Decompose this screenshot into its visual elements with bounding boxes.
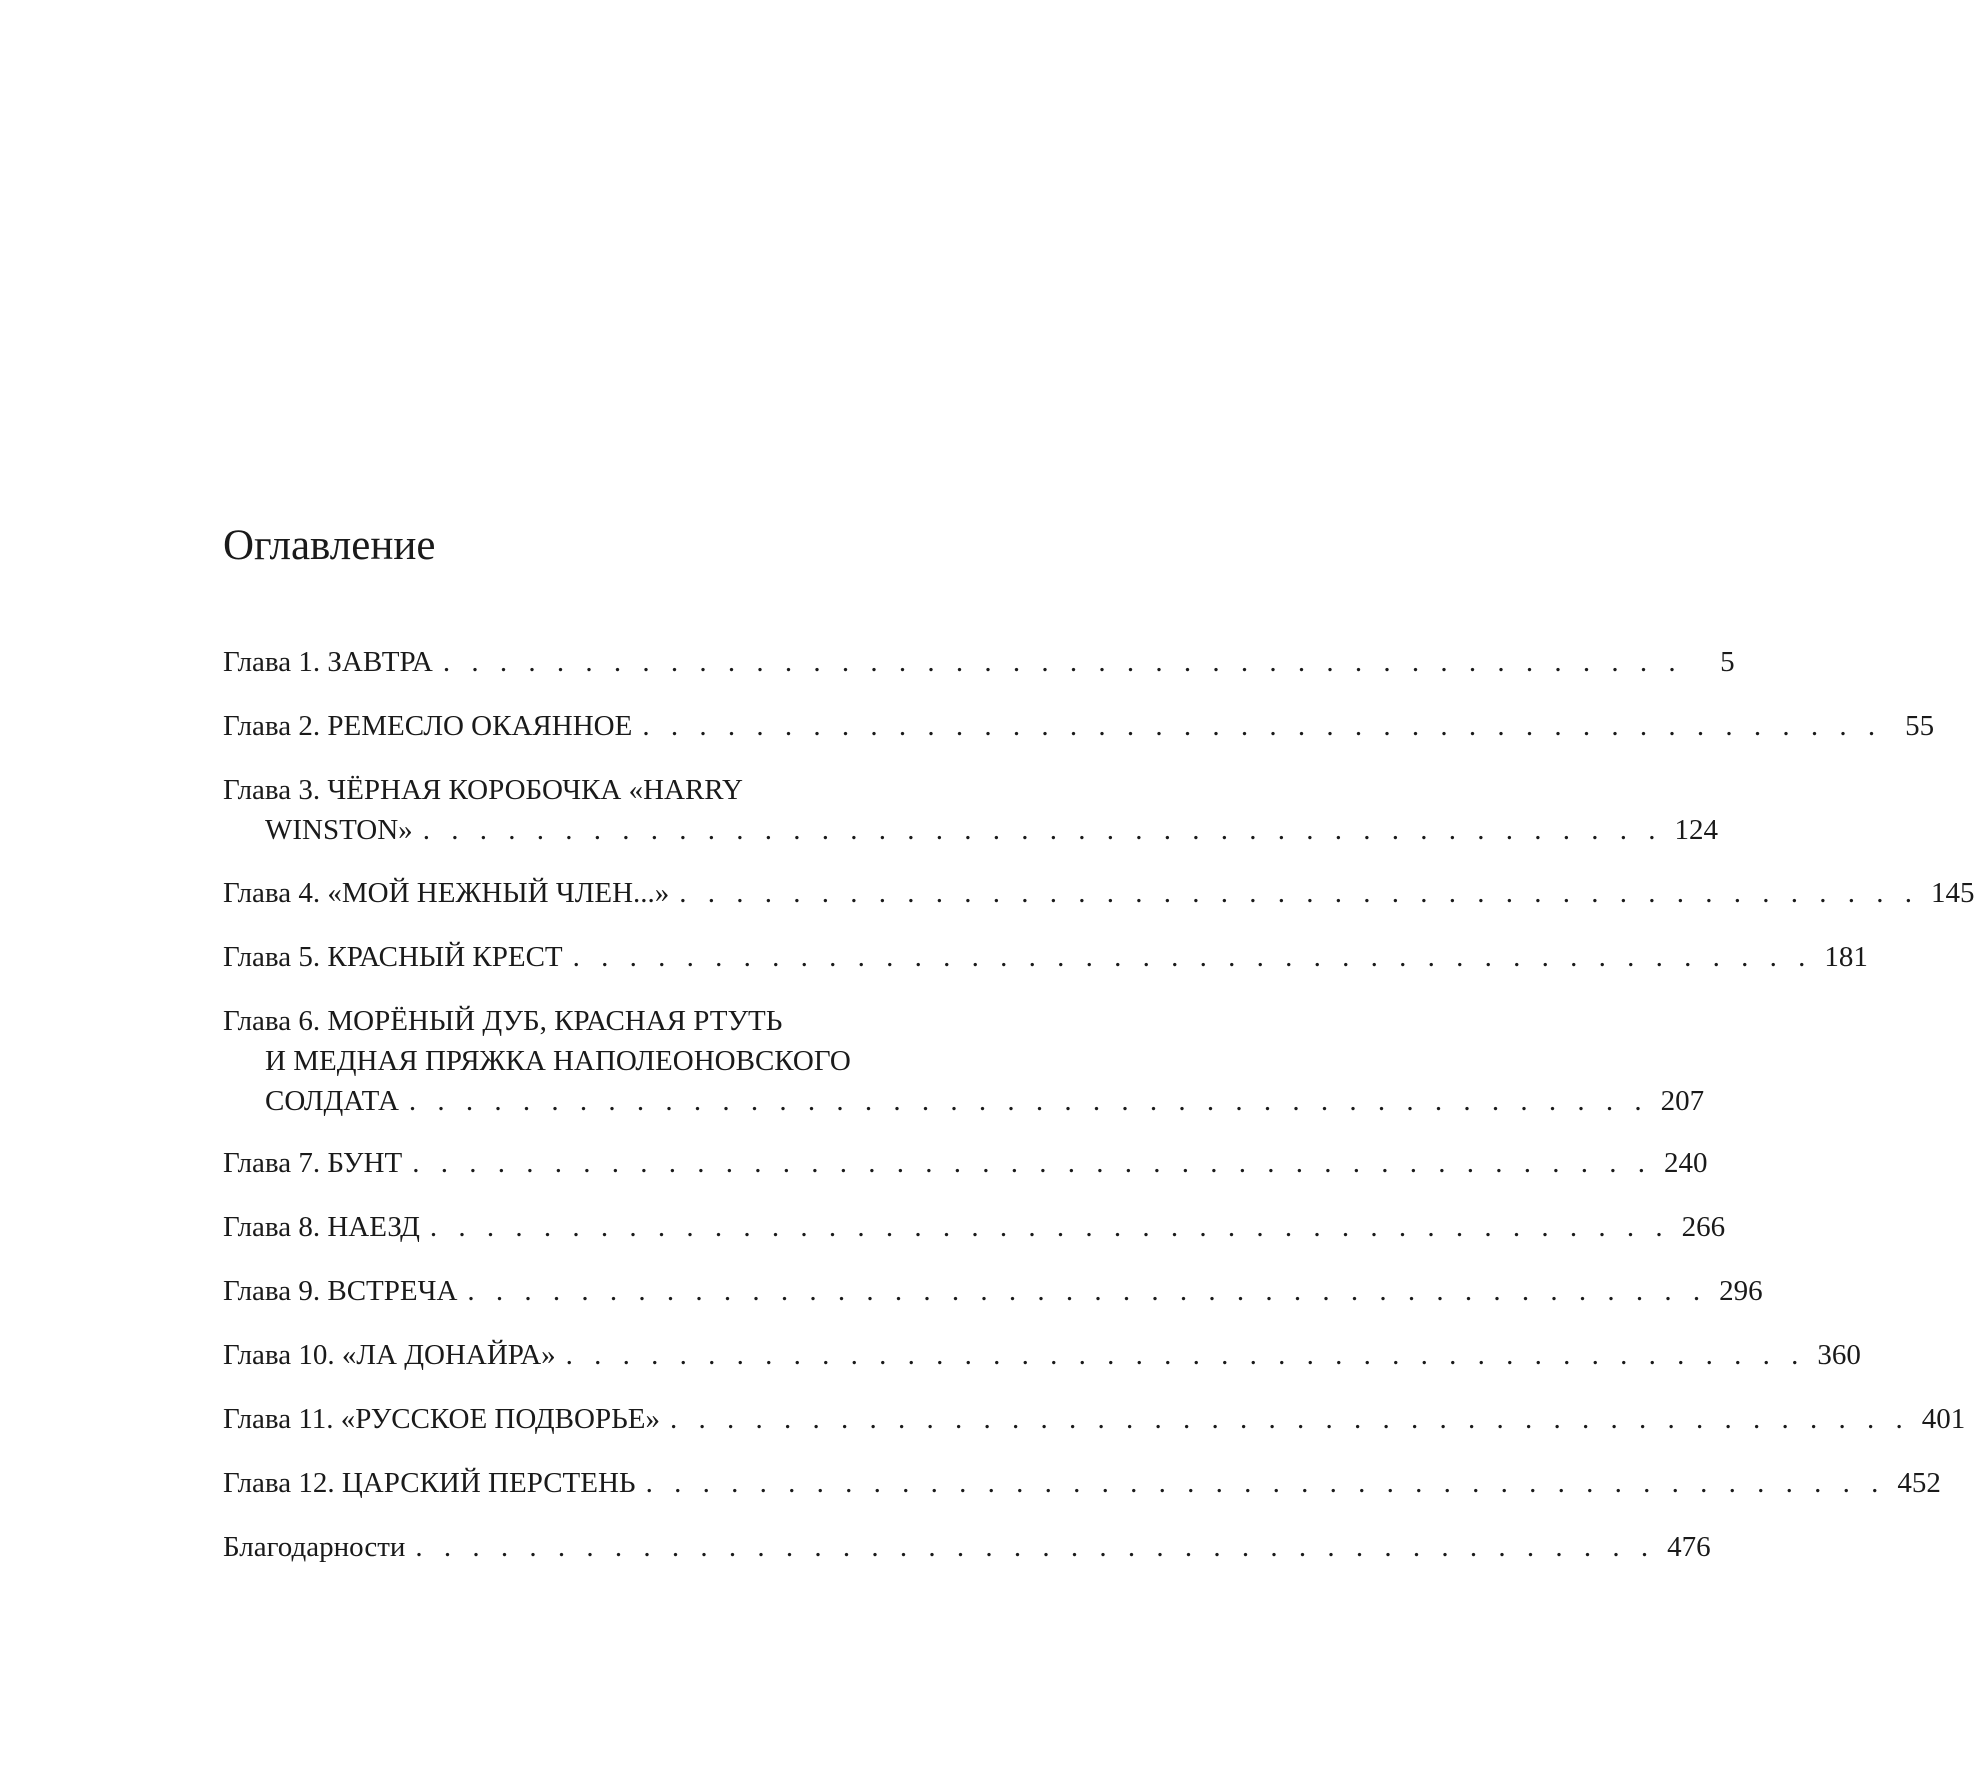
toc-entry-chapter-5[interactable] [223, 937, 1868, 977]
toc-title: Оглавление [223, 522, 436, 569]
dot-leader: . . . . . . . . . . . . . . . . . . . . . . . . . . . . . . . . . . . . . . . . . . . . [415, 1531, 1656, 1563]
toc-entry-line [223, 642, 1735, 682]
toc-entry-chapter-6[interactable] [223, 1001, 1705, 1121]
toc-entry-title-continued: WINSTON» [265, 814, 413, 846]
toc-entry-chapter-2[interactable] [223, 706, 1935, 746]
toc-entry-line [223, 937, 1868, 977]
toc-entry-title: Глава 1. ЗАВТРА [223, 646, 433, 678]
toc-entry-title-continued: СОЛДАТА [265, 1085, 399, 1117]
toc-entry-chapter-7[interactable] [223, 1143, 1708, 1183]
toc-entry-title: Глава 2. РЕМЕСЛО ОКАЯННОЕ [223, 710, 633, 742]
toc-entry-title: Глава 10. «ЛА ДОНАЙРА» [223, 1339, 556, 1371]
toc-entry-page: 5 [1720, 646, 1735, 678]
toc-entry-line [223, 1527, 1711, 1567]
toc-entry-page: 145 [1931, 877, 1975, 909]
dot-leader: . . . . . . . . . . . . . . . . . . . . . . . . . . . . . . . . . . . . . . . . . . . . [422, 814, 1663, 846]
toc-entry-chapter-1[interactable] [223, 642, 1735, 682]
toc-entry-chapter-8[interactable] [223, 1207, 1726, 1247]
dot-leader: . . . . . . . . . . . . . . . . . . . . . . . . . . . . . . . . . . . . . . . . . . . . [669, 1403, 1910, 1435]
toc-entry-line [223, 1399, 1966, 1439]
dot-leader: . . . . . . . . . . . . . . . . . . . . . . . . . . . . . . . . . . . . . . . . . . . . [467, 1275, 1708, 1307]
toc-entry-title: Глава 8. НАЕЗД [223, 1211, 420, 1243]
toc-entry-line [223, 1335, 1861, 1375]
toc-entry-page: 207 [1660, 1085, 1705, 1117]
toc-entry-line [223, 1081, 1705, 1121]
toc-entry-page: 181 [1824, 941, 1868, 973]
toc-entry-title-continued: И МЕДНАЯ ПРЯЖКА НАПОЛЕОНОВСКОГО [265, 1045, 851, 1077]
toc-entry-title: Глава 5. КРАСНЫЙ КРЕСТ [223, 941, 563, 973]
toc-entry-page: 452 [1897, 1467, 1941, 1499]
toc-entry-page: 55 [1905, 710, 1935, 742]
toc-entry-chapter-3[interactable] [223, 770, 1718, 850]
toc-entry-acknowledgements[interactable] [223, 1527, 1711, 1567]
toc-entry-page: 476 [1667, 1531, 1711, 1563]
toc-entry-page: 266 [1681, 1211, 1726, 1243]
toc-entry-title: Глава 11. «РУССКОЕ ПОДВОРЬЕ» [223, 1403, 660, 1435]
toc-entry-title: Глава 12. ЦАРСКИЙ ПЕРСТЕНЬ [223, 1467, 636, 1499]
toc-entry-line [223, 810, 1718, 850]
dot-leader: . . . . . . . . . . . . . . . . . . . . . . . . . . . . . . . . . . . . . . . . . . . . [679, 877, 1920, 909]
toc-entry-line [223, 1271, 1763, 1311]
toc-entry-page: 360 [1817, 1339, 1861, 1371]
toc-entry-chapter-4[interactable] [223, 873, 1975, 913]
toc-entry-page: 296 [1719, 1275, 1763, 1307]
dot-leader: . . . . . . . . . . . . . . . . . . . . . . . . . . . . . . . . . . . . . . . . . . . . [642, 710, 1883, 742]
toc-entry-chapter-9[interactable] [223, 1271, 1763, 1311]
toc-entry-title: Глава 4. «МОЙ НЕЖНЫЙ ЧЛЕН...» [223, 877, 670, 909]
toc-entry-line [223, 1463, 1941, 1503]
toc-entry-title: Глава 6. МОРЁНЫЙ ДУБ, КРАСНАЯ РТУТЬ [223, 1005, 783, 1037]
dot-leader: . . . . . . . . . . . . . . . . . . . . . . . . . . . . . . . . . . . . . . . . . . . . [572, 941, 1813, 973]
toc-entry-title: Глава 3. ЧЁРНАЯ КОРОБОЧКА «HARRY [223, 774, 743, 806]
toc-entry-line [223, 1207, 1726, 1247]
toc-entry-line [223, 1143, 1708, 1183]
dot-leader: . . . . . . . . . . . . . . . . . . . . . . . . . . . . . . . . . . . . . . . . . . . . [442, 646, 1683, 678]
dot-leader: . . . . . . . . . . . . . . . . . . . . . . . . . . . . . . . . . . . . . . . . . . . . [565, 1339, 1806, 1371]
toc-entry-chapter-11[interactable] [223, 1399, 1966, 1439]
toc-entry-title: Благодарности [223, 1531, 406, 1563]
toc-entry-page: 401 [1921, 1403, 1966, 1435]
dot-leader: . . . . . . . . . . . . . . . . . . . . . . . . . . . . . . . . . . . . . . . . . . . . [429, 1211, 1670, 1243]
dot-leader: . . . . . . . . . . . . . . . . . . . . . . . . . . . . . . . . . . . . . . . . . . . . [412, 1147, 1652, 1179]
toc-entry-line [223, 706, 1935, 746]
toc-entry-line [223, 873, 1975, 913]
dot-leader: . . . . . . . . . . . . . . . . . . . . . . . . . . . . . . . . . . . . . . . . . . . . [408, 1085, 1649, 1117]
toc-entry-page: 124 [1674, 814, 1718, 846]
toc-entry-chapter-10[interactable] [223, 1335, 1861, 1375]
toc-entry-title: Глава 9. ВСТРЕЧА [223, 1275, 458, 1307]
toc-entry-chapter-12[interactable] [223, 1463, 1941, 1503]
toc-entry-title: Глава 7. БУНТ [223, 1147, 403, 1179]
toc-entry-page: 240 [1663, 1147, 1708, 1179]
dot-leader: . . . . . . . . . . . . . . . . . . . . . . . . . . . . . . . . . . . . . . . . . . . . [645, 1467, 1886, 1499]
